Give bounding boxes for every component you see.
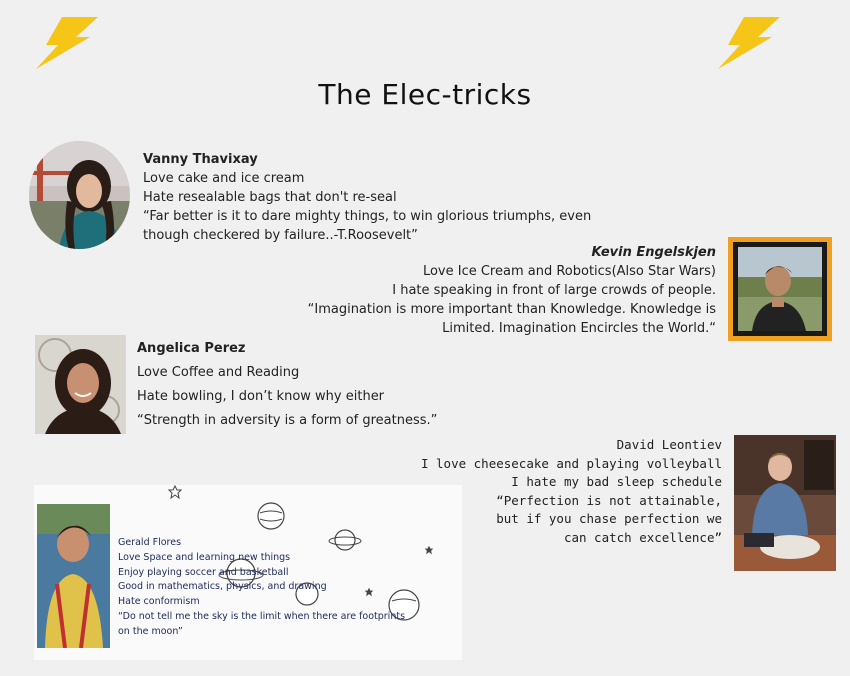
member-likes: Love cake and ice cream xyxy=(143,171,305,186)
member-likes: Love Coffee and Reading xyxy=(137,365,300,380)
member-dislikes: Hate bowling, I don’t know why either xyxy=(137,389,385,404)
kevin-bio xyxy=(300,243,716,338)
angelica-bio xyxy=(137,337,537,433)
member-likes: Love Ice Cream and Robotics(Also Star Wars) xyxy=(422,264,716,279)
david-avatar xyxy=(734,435,836,571)
member-likes: Love Space and learning new things xyxy=(118,551,291,563)
lightning-bolt-icon xyxy=(714,15,784,75)
member-likes: I love cheesecake and playing volleyball xyxy=(420,455,722,471)
member-dislikes: I hate my bad sleep schedule xyxy=(511,474,722,489)
gerald-card xyxy=(34,485,462,660)
page-title: The Elec-tricks xyxy=(318,78,532,111)
member-quote-line: but if you chase perfection we xyxy=(496,511,722,526)
kevin-avatar xyxy=(738,247,822,331)
member-quote-line: “Perfection is not attainable, xyxy=(496,492,722,508)
member-quote: “Strength in adversity is a form of greatness.” xyxy=(137,413,438,428)
gerald-bio xyxy=(118,536,458,640)
planet-doodle-icon xyxy=(254,499,288,533)
member-quote-line: though checkered by failure..-T.Roosevelt” xyxy=(143,228,418,243)
member-dislikes: Hate resealable bags that don't re-seal xyxy=(143,190,397,205)
member-dislikes: I hate speaking in front of large crowds of people. xyxy=(392,283,716,298)
kevin-photo-frame xyxy=(728,237,832,341)
member-quote-line: Limited. Imagination Encircles the World.“ xyxy=(442,321,716,336)
angelica-avatar xyxy=(35,335,126,434)
member-dislikes: Hate conformism xyxy=(118,596,200,608)
member-quote-line: “Do not tell me the sky is the limit when there are footprints xyxy=(118,610,406,622)
member-quote-line: “Far better is it to dare mighty things, to win glorious triumphs, even xyxy=(143,209,592,224)
member-quote-line: on the moon” xyxy=(118,625,183,637)
member-name: Vanny Thavixay xyxy=(143,152,258,167)
member-skills: Good in mathematics, physics, and drawing xyxy=(118,581,327,593)
member-hobbies: Enjoy playing soccer and basketball xyxy=(118,566,289,578)
lightning-bolt-icon xyxy=(32,15,102,75)
member-quote-line: can catch excellence” xyxy=(563,529,722,545)
vanny-bio xyxy=(143,150,603,245)
star-doodle-icon xyxy=(168,485,182,499)
member-quote-line: “Imagination is more important than Knowledge. Knowledge is xyxy=(307,302,716,317)
member-name: Kevin Engelskjen xyxy=(591,245,716,260)
member-name: Angelica Perez xyxy=(137,341,246,356)
gerald-avatar xyxy=(37,504,110,648)
vanny-avatar xyxy=(29,141,130,249)
member-name: Gerald Flores xyxy=(118,537,182,548)
member-name: David Leontiev xyxy=(616,437,722,452)
